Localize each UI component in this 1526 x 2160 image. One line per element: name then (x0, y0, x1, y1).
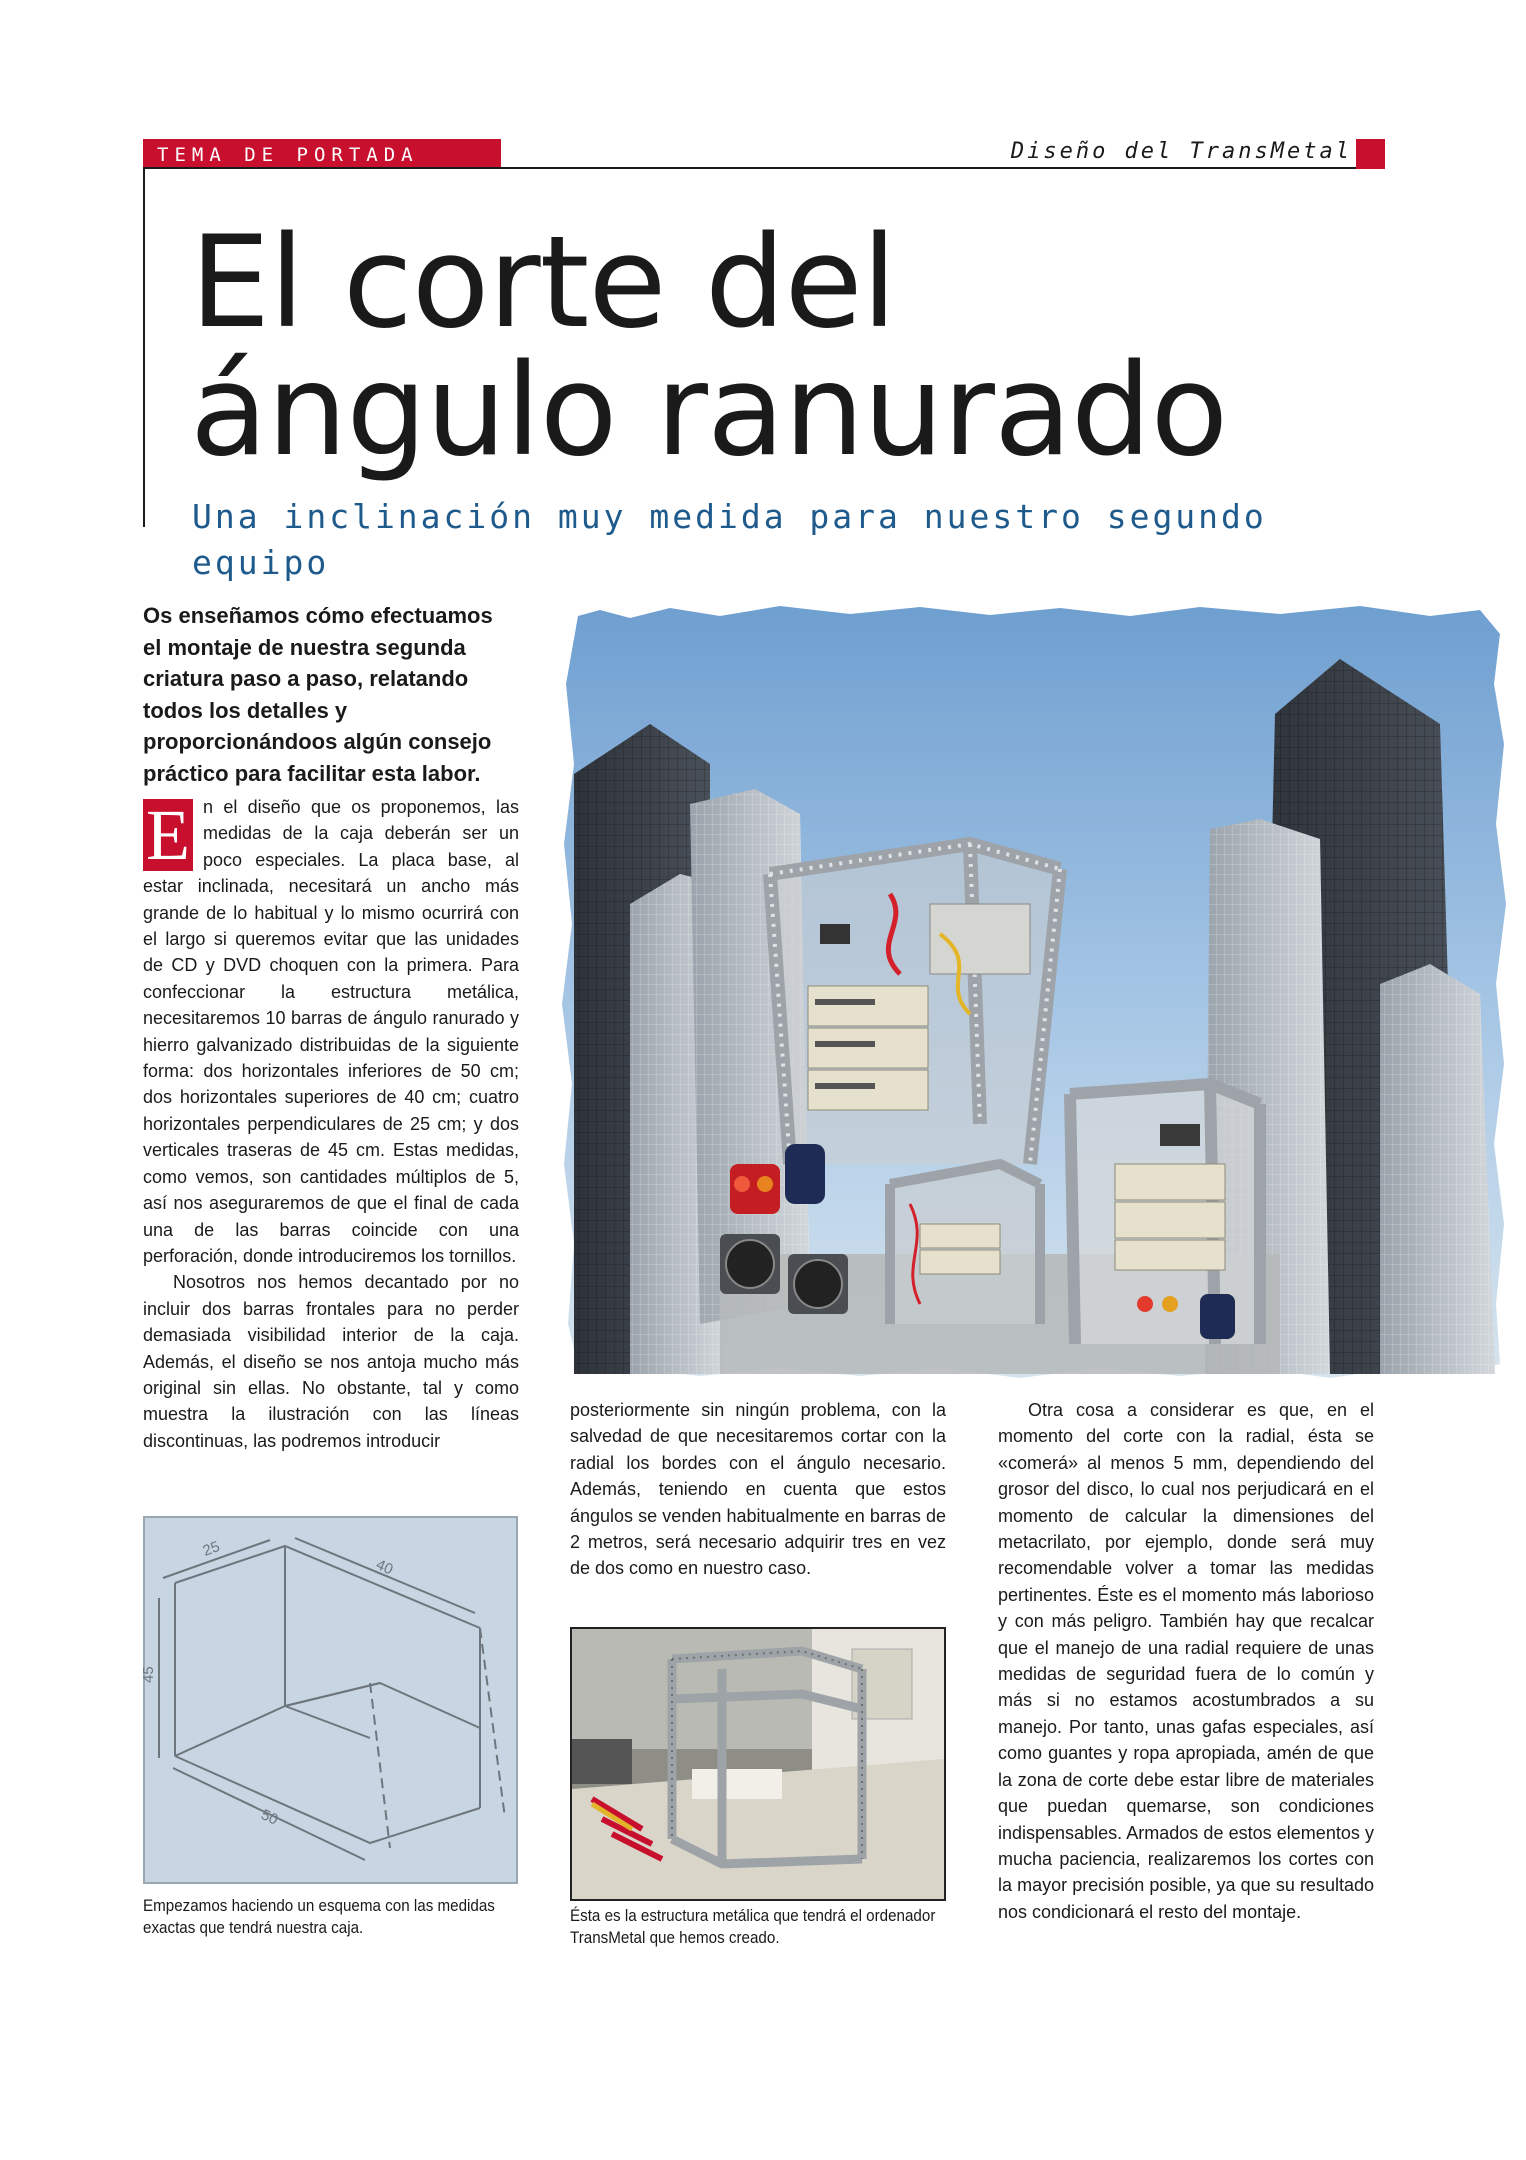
column-1 (143, 794, 519, 1454)
column-3 (998, 1397, 1374, 1925)
headline-line-1: El corte del (190, 208, 896, 356)
diagram-caption: Empezamos haciendo un esquema con las medidas exactas que tendrá nuestra caja. (143, 1897, 495, 1937)
column-1-paragraph-1: n el diseño que os proponemos, las medidas de la caja deberán ser un poco especiales. La placa base, al estar inclinada, necesitará un ancho más grande de lo habitual y lo mismo ocurrirá con el largo si queremos evitar que las unidades de CD y DVD choquen con la primera. Para confeccionar la estructura metálica, necesitaremos 10 barras de ángulo ranurado y hierro galvanizado distribuidas de la siguiente forma: dos horizontales inferiores de 50 cm; dos horizontales superiores de 40 cm; cuatro horizontales perpendiculares de 25 cm; y dos verticales traseras de 45 cm. Estas medidas, como vemos, son cantidades múltiplos de 5, así nos aseguraremos de que el final de cada una de las barras coincide con una perforación, donde introduciremos los tornillos. (143, 797, 519, 1266)
header-rule (143, 167, 1385, 169)
hero-illustration (560, 604, 1510, 1382)
metal-frame-photo-drawing (572, 1629, 944, 1899)
section-tag: TEMA DE PORTADA (143, 139, 501, 169)
dimension-label-45: 45 (140, 1666, 157, 1683)
photo-caption: Ésta es la estructura metálica que tendrá el ordenador TransMetal que hemos creado. (570, 1907, 936, 1947)
box-diagram (140, 1516, 518, 1884)
dimension-label-50: 50 (258, 1806, 281, 1829)
column-1-paragraph-2: Nosotros nos hemos decantado por no incluir dos barras frontales para no perder demasiada visibilidad interior de la caja. Además, el diseño se nos antoja mucho más original sin ellas. No obstante, tal y como muestra la ilustración con las líneas discontinuas, las podremos introducir (143, 1272, 519, 1451)
dimension-label-40: 40 (373, 1556, 396, 1579)
column-2-paragraph-1: posteriormente sin ningún problema, con la salvedad de que necesitaremos cortar con la radial los bordes con el ángulo necesario. Además, teniendo en cuenta que estos ángulos se venden habitualmente en barras de 2 metros, será necesario adquirir tres en vez de dos como en nuestro caso. (570, 1400, 946, 1579)
vertical-rule (143, 167, 145, 527)
small-computer-frame (890, 1164, 1040, 1324)
header-accent-block (1356, 139, 1385, 169)
lead-paragraph: Os enseñamos cómo efectuamos el montaje de nuestra segunda criatura paso a paso, relatando todos los detalles y proporcionándoos algún consejo práctico para facilitar esta labor. (143, 603, 493, 786)
dimension-label-25: 25 (200, 1538, 223, 1560)
box-diagram-drawing (140, 1518, 516, 1882)
series-title: Diseño del TransMetal (1010, 139, 1352, 164)
headline (190, 208, 1390, 484)
column-3-paragraph-1: Otra cosa a considerar es que, en el momento del corte con la radial, ésta se «comerá» al menos 5 mm, dependiendo del grosor del disco, lo cual nos perjudicará en el momento de calcular la dimensiones del metacrilato, por ejemplo, donde será muy recomendable volver a tomar las medidas pertinentes. Éste es el momento más laborioso y con más peligro. También hay que recalcar que el manejo de una radial requiere de unas medidas de seguridad fuera de lo común y más si no estamos acostumbrados a su manejo. Por tanto, unas gafas especiales, así como guantes y ropa apropiada, amén de que la zona de corte debe estar libre de materiales que puedan quemarse, son condiciones indispensables. Armados de estos elementos y mucha paciencia, realizaremos los cortes con la mayor precisión posible, ya que su resultado nos condicionará el resto del montaje. (998, 1400, 1374, 1922)
drop-cap: E (143, 799, 193, 871)
right-computer-frame (1070, 1084, 1260, 1344)
metal-frame-photo (570, 1627, 946, 1901)
column-2 (570, 1397, 946, 1582)
subhead: Una inclinación muy medida para nuestro segundo equipo (192, 497, 1267, 582)
headline-line-2: ángulo ranurado (190, 336, 1228, 484)
